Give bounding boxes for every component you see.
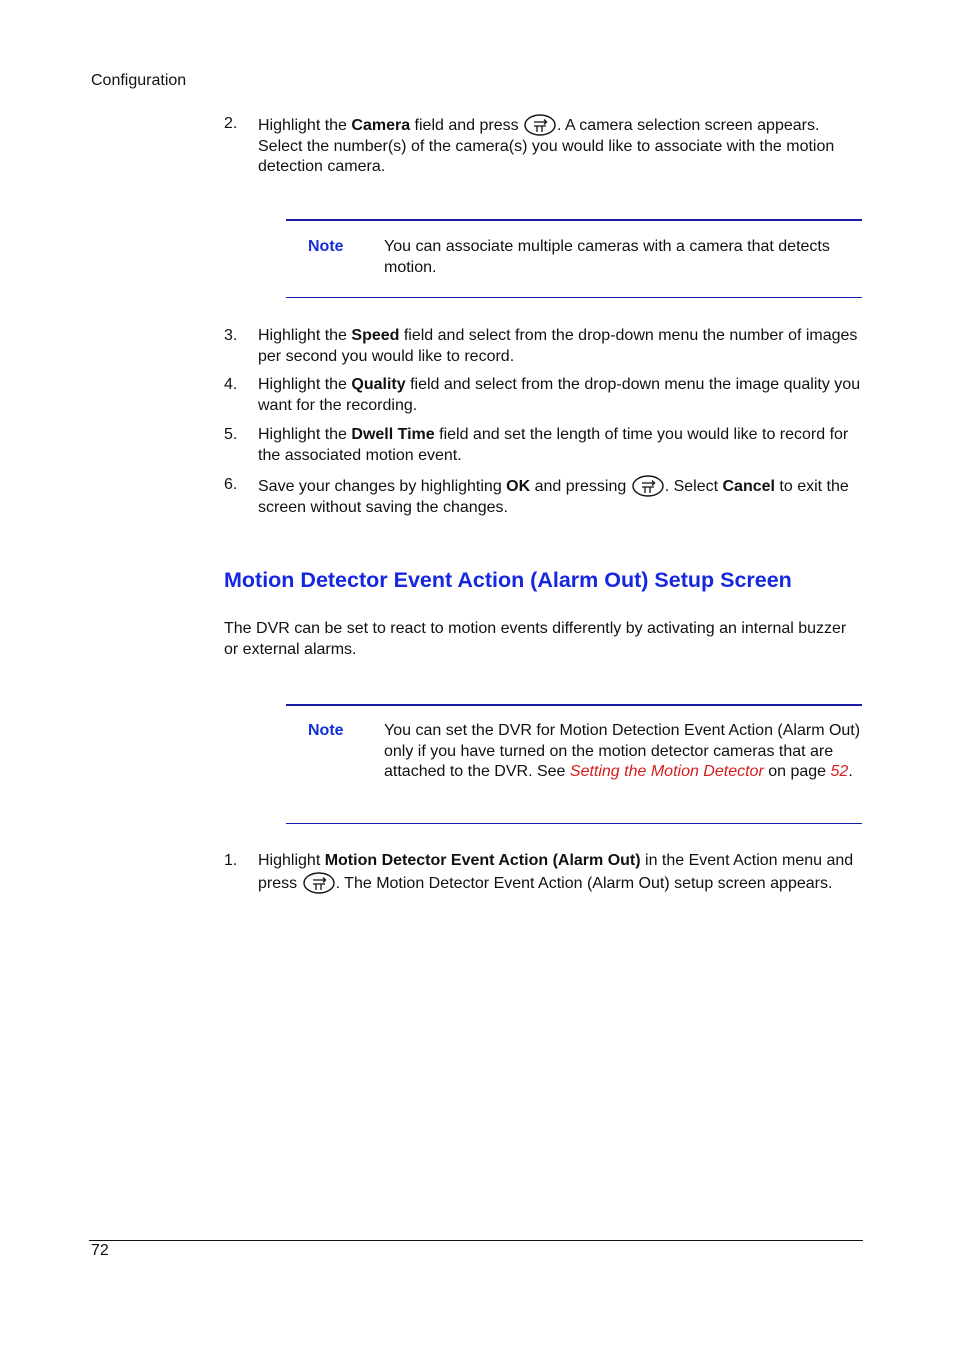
step-5: [224, 425, 864, 466]
note-box: [286, 219, 862, 298]
step-text: Highlight the Dwell Time field and set the length of time you would like to record for the associated motion event.: [258, 426, 849, 464]
menu-item-name: Motion Detector Event Action (Alarm Out): [324, 852, 641, 869]
field-name-camera: Camera: [351, 117, 411, 134]
step-2: [224, 114, 864, 178]
field-name-speed: Speed: [351, 327, 400, 344]
cross-reference-link[interactable]: Setting the Motion Detector: [569, 763, 764, 780]
button-name-ok: OK: [506, 478, 531, 495]
step-3: [224, 326, 864, 367]
step-number: 2.: [224, 115, 238, 132]
enter-button-icon: [524, 114, 556, 136]
footer-divider: [89, 1240, 863, 1241]
note-label: Note: [308, 722, 344, 739]
step-6: [224, 475, 864, 518]
section-heading: Motion Detector Event Action (Alarm Out) Setup Screen: [224, 568, 792, 592]
step-number: 3.: [224, 327, 238, 344]
running-header: Configuration: [91, 72, 187, 89]
step-text: Highlight Motion Detector Event Action (Alarm Out) in the Event Action menu and press . The Motion Detector Event Action (Alarm Out) setup screen appears.: [258, 852, 854, 892]
note-text: You can associate multiple cameras with a camera that detects motion.: [384, 238, 830, 276]
step-1: [224, 851, 864, 894]
note-box: [286, 704, 862, 824]
step-text: Highlight the Camera field and press . A camera selection screen appears. Select the number(s) of the camera(s) you would like to associate with the motion detection camera.: [258, 114, 864, 178]
note-text: You can set the DVR for Motion Detection Event Action (Alarm Out) only if you have turned on the motion detector cameras that are attached to the DVR. See Setting the Motion Detector on page 52.: [384, 722, 861, 780]
step-number: 4.: [224, 376, 238, 393]
page-reference-link[interactable]: 52: [830, 763, 849, 780]
field-name-dwell-time: Dwell Time: [351, 426, 435, 443]
field-name-quality: Quality: [351, 376, 406, 393]
step-number: 1.: [224, 852, 238, 869]
step-text: Highlight the Speed field and select from the drop-down menu the number of images per second you would like to record.: [258, 327, 858, 365]
step-text: Save your changes by highlighting OK and pressing . Select Cancel to exit the screen without saving the changes.: [258, 475, 864, 518]
step-4: [224, 375, 864, 416]
enter-button-icon: [632, 475, 664, 497]
section-intro: The DVR can be set to react to motion events differently by activating an internal buzzer or external alarms.: [224, 620, 847, 658]
enter-button-icon: [303, 872, 335, 894]
step-number: 6.: [224, 476, 238, 493]
page-number: 72: [91, 1242, 109, 1259]
button-name-cancel: Cancel: [722, 478, 775, 495]
step-number: 5.: [224, 426, 238, 443]
note-label: Note: [308, 238, 344, 255]
step-text: Highlight the Quality field and select from the drop-down menu the image quality you want for the recording.: [258, 376, 861, 414]
